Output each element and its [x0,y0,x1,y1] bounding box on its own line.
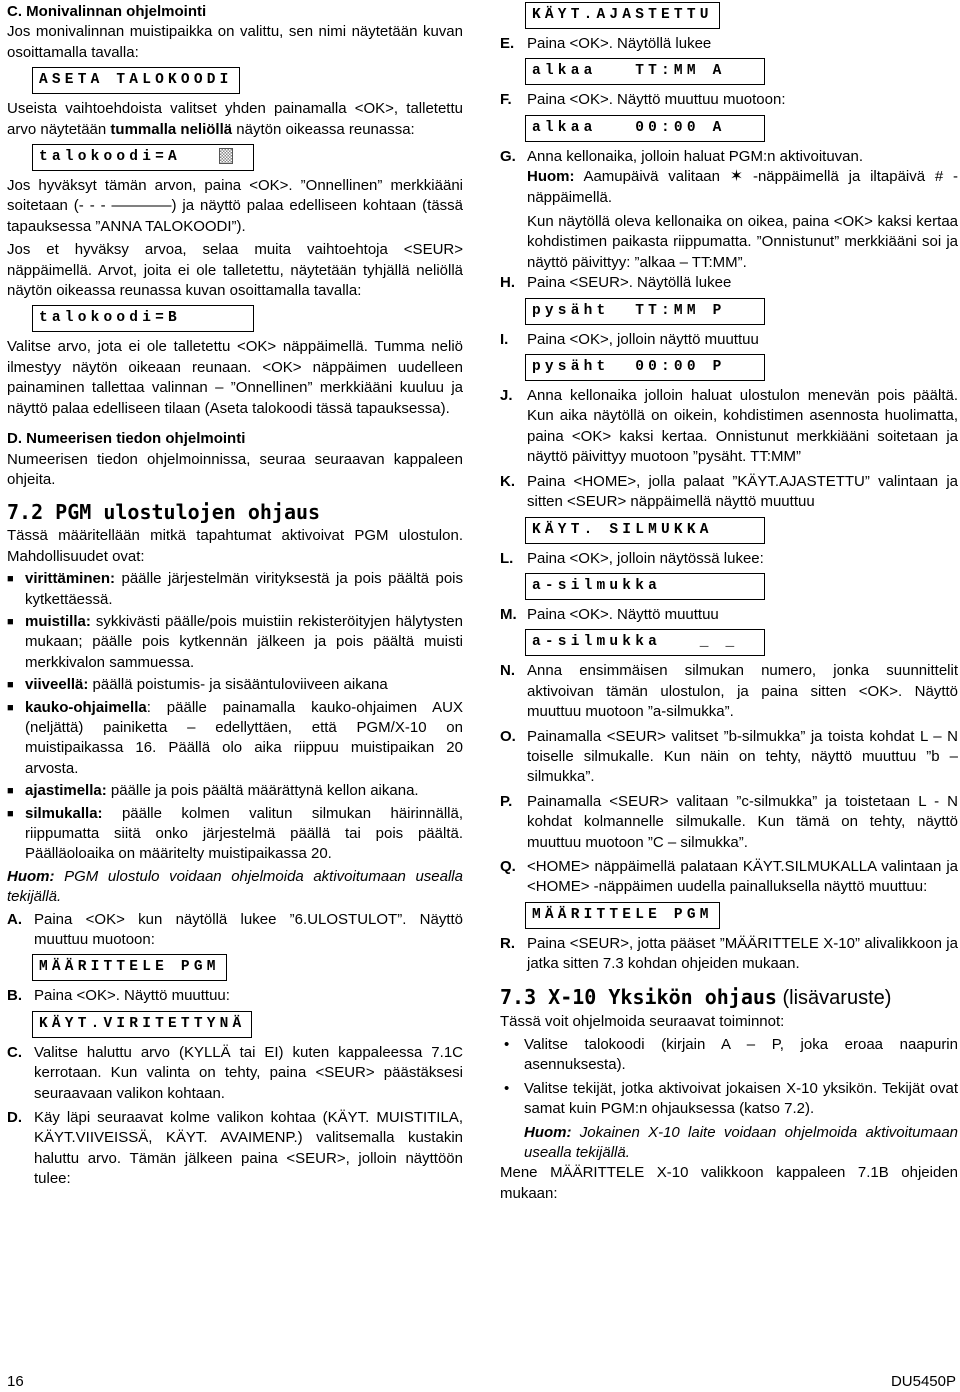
paragraph: Jos et hyväksy arvoa, selaa muita vaihtoehtoja <SEUR> näppäimellä. Arvot, joita ei ole talletettu, näytetään tyhjällä neliöllä näytön oikeassa reunassa kuvan osoittamalla tavalla: [7,241,463,300]
square-bullet-icon: ■ [7,615,14,628]
lcd-display: a-silmukka [525,573,765,600]
paragraph: Mene MÄÄRITTELE X-10 valikkoon kappaleen 7.1B ohjeiden mukaan: [500,1164,958,1202]
step-d: D. Käy läpi seuraavat kolme valikon kohtaa (KÄYT. MUISTITILA, KÄYT.VIIVEISSÄ, KÄYT. AVAIMENP.) valitsemalla kustakin haluttu arvo. Tämän jälkeen paina <SEUR>, jolloin näyttöön tulee: [7,1109,463,1188]
paragraph: Jos hyväksyt tämän arvon, paina <OK>. ”Onnellinen” merkkiääni soitetaan (- - - ————) ja näyttö palaa edelliseen kohtaan (tässä tapauksessa ”ANNA TALOKOODI”). [7,177,463,235]
lcd-display: pysäht 00:00 P [525,354,765,381]
step-b: B. Paina <OK>. Näyttö muuttuu: [7,987,230,1005]
step-n: N. Anna ensimmäisen silmukan numero, jonka suunnittelit aktivoivan tämän ulostulon, ja paina sitten <OK>. Näyttö muuttuu muotoon ”a-silmukka”. [500,662,958,721]
dot-item: • Valitse talokoodi (kirjain A – P, joka eroaa naapurin asennuksesta). [500,1035,958,1076]
paragraph: Jos monivalinnan muistipaikka on valittu, sen nimi näytetään kuvan osoittamalla tavalla: [7,23,463,61]
doc-code: DU5450P [890,1373,956,1390]
paragraph: Numeerisen tiedon ohjelmoinnissa, seuraa seuraavan kappaleen ohjeita. [7,450,463,488]
square-bullet-icon: ■ [7,785,14,798]
dot-item: • Valitse tekijät, jotka aktivoivat jokaisen X-10 yksikön. Tekijät ovat samat kuin PGM:n ohjauksessa (katso 7.2). [500,1079,958,1120]
lcd-display: KÄYT.AJASTETTU [525,2,720,29]
bullet-item: ■ ajastimella: päälle ja pois päältä määrättynä kellon aikana. [7,781,463,801]
note: Huom: Jokainen X-10 laite voidaan ohjelmoida aktivoitumaan usealla tekijällä. [524,1123,958,1162]
lcd-display: talokoodi=B [32,305,254,332]
step-l: L. Paina <OK>, jolloin näytössä lukee: [500,549,764,567]
lcd-display: KÄYT. SILMUKKA [525,517,765,544]
step-p: P. Painamalla <SEUR> valitaan ”c-silmukka” ja toistetaan L - N kohdat kolmannelle silmukalle. Kun tämä on tehty, näyttö muuttuu muotoon ”C – silmukka”. [500,792,958,851]
step-m: M. Paina <OK>. Näyttö muuttuu [500,605,719,623]
step-r: R. Paina <SEUR>, jotta pääset ”MÄÄRITTELE X-10” alivalikkoon ja jatka sitten 7.3 kohdan ohjeiden mukaan. [500,934,958,973]
step-i: I. Paina <OK>, jolloin näyttö muuttuu [500,330,759,348]
step-g: G. Anna kellonaika, jolloin haluat PGM:n aktivoituvan. Huom: Aamupäivä valitaan ✶ -näppäimellä ja iltapäivä # -näppäimellä. [500,147,958,206]
lcd-display: alkaa 00:00 A [525,115,765,142]
bullet-item: ■ viiveellä: päällä poistumis- ja sisääntuloviiveen aikana [7,675,463,695]
bullet-item: ■ virittäminen: päälle järjestelmän virityksestä ja pois päältä pois kytkettäessä. [7,569,463,610]
step-h: H. Paina <SEUR>. Näytöllä lukee [500,274,732,292]
lcd-display: talokoodi=A [32,144,254,171]
square-bullet-icon: ■ [7,679,14,692]
left-column [7,2,463,1190]
lcd-display: a-silmukka _ _ [525,629,765,656]
step-c: C. Valitse haluttu arvo (KYLLÄ tai EI) kuten kappaleessa 7.1C kerrotaan. Kun valinta on tehty, paina <SEUR> päästäksesi seuraavaan valikon kohtaan. [7,1043,463,1102]
lcd-display: MÄÄRITTELE PGM [525,902,720,929]
paragraph: Tässä voit ohjelmoida seuraavat toiminnot: [500,1012,785,1030]
lcd-display: ASETA TALOKOODI [32,67,240,94]
step-e: E. Paina <OK>. Näytöllä lukee [500,35,712,52]
right-column [500,2,958,1204]
paragraph: Kun näytöllä oleva kellonaika on oikea, paina <OK> kaksi kertaa kohdistimen paikasta riippumatta. ”Onnistunut” merkkiääni soi ja näyttö päivittyy: ”alkaa – TT:MM”. [527,213,958,271]
dark-square-icon [219,148,233,164]
lcd-display: alkaa TT:MM A [525,58,765,85]
section-c-heading: C. Monivalinnan ohjelmointi [7,3,207,20]
bullet-list [7,569,463,865]
section-d-heading: D. Numeerisen tiedon ohjelmointi [7,430,246,448]
step-j: J. Anna kellonaika jolloin haluat ulostulon menevän pois päältä. Kun aika näytöllä on oikein, kohdistimen asennosta huolimatta, paina <OK> kaksi kertaa. Onnistunut merkkiääni soitetaan ja näyttö päivittyy muotoon ”pysäht. TT:MM” [500,387,958,466]
dot-list [500,1035,958,1120]
section-7-2-heading: 7.2 PGM ulostulojen ohjaus [7,500,321,525]
bullet-item: ■ kauko-ohjaimella: päälle painamalla kauko-ohjaimen AUX (neljättä) painiketta – edellyttäen, että PGM/X-10 on muistipaikassa 16. Päällä olo aika riippuu muistipaikan 20 arvosta. [7,698,463,780]
round-bullet-icon: • [504,1036,510,1053]
square-bullet-icon: ■ [7,807,14,820]
note: Huom: PGM ulostulo voidaan ohjelmoida aktivoitumaan usealla tekijällä. [7,867,463,906]
section-7-3-heading: 7.3 X-10 Yksikön ohjaus (lisävaruste) [500,984,892,1009]
paragraph: Valitse arvo, jota ei ole talletettu <OK> näppäimellä. Tumma neliö ilmestyy näytön oikeaan reunaan. <OK> näppäimen uudelleen painaminen tallettaa valinnan – ”Onnellinen” merkkiääni kuuluu ja näyttö palaa edelliseen tilaan (Aseta talokoodi tässä tapauksessa). [7,338,463,417]
lcd-display: pysäht TT:MM P [525,298,765,325]
step-o: O. Painamalla <SEUR> valitset ”b-silmukka” ja toista kohdat L – N toiselle silmukalle. Kun näin on tehty, näyttö muuttuu ”b – silmukka”. [500,727,958,786]
paragraph: Tässä määritellään mitkä tapahtumat aktivoivat PGM ulostulon. Mahdollisuudet ovat: [7,527,463,565]
bullet-item: ■ muistilla: sykkivästi päälle/pois muistiin rekisteröityjen hälytysten mukaan; päälle pois kytkennän jälkeen ja pois päältä muisti merkkivalon sammuessa. [7,612,463,673]
bullet-item: ■ silmukalla: päälle kolmen valitun silmukan häirinnällä, riippumatta siitä onko järjestelmä päällä tai pois päältä. Päälläoloaika on määritelty muistipaikassa 20. [7,804,463,865]
star-key-icon: ✶ [729,168,744,186]
square-bullet-icon: ■ [7,701,14,714]
step-q: Q. <HOME> näppäimellä palataan KÄYT.SILMUKALLA valintaan ja <HOME> -näppäimen uudella painalluksella näyttö muuttuu: [500,857,958,896]
page-number: 16 [7,1373,24,1390]
step-k: K. Paina <HOME>, jolla palaat ”KÄYT.AJASTETTU” valintaan ja sitten <SEUR> näppäimellä näyttö muuttuu [500,472,958,511]
paragraph: Useista vaihtoehdoista valitset yhden painamalla <OK>, talletettu arvo näytetään tummalla neliöllä näytön oikeassa reunassa: [7,100,463,138]
lcd-display: KÄYT.VIRITETTYNÄ [32,1011,252,1038]
step-f: F. Paina <OK>. Näyttö muuttuu muotoon: [500,91,786,109]
square-bullet-icon: ■ [7,573,14,586]
lcd-display: MÄÄRITTELE PGM [32,954,227,981]
round-bullet-icon: • [504,1079,510,1097]
step-a: A. Paina <OK> kun näytöllä lukee ”6.ULOSTULOT”. Näyttö muuttuu muotoon: [7,910,463,949]
